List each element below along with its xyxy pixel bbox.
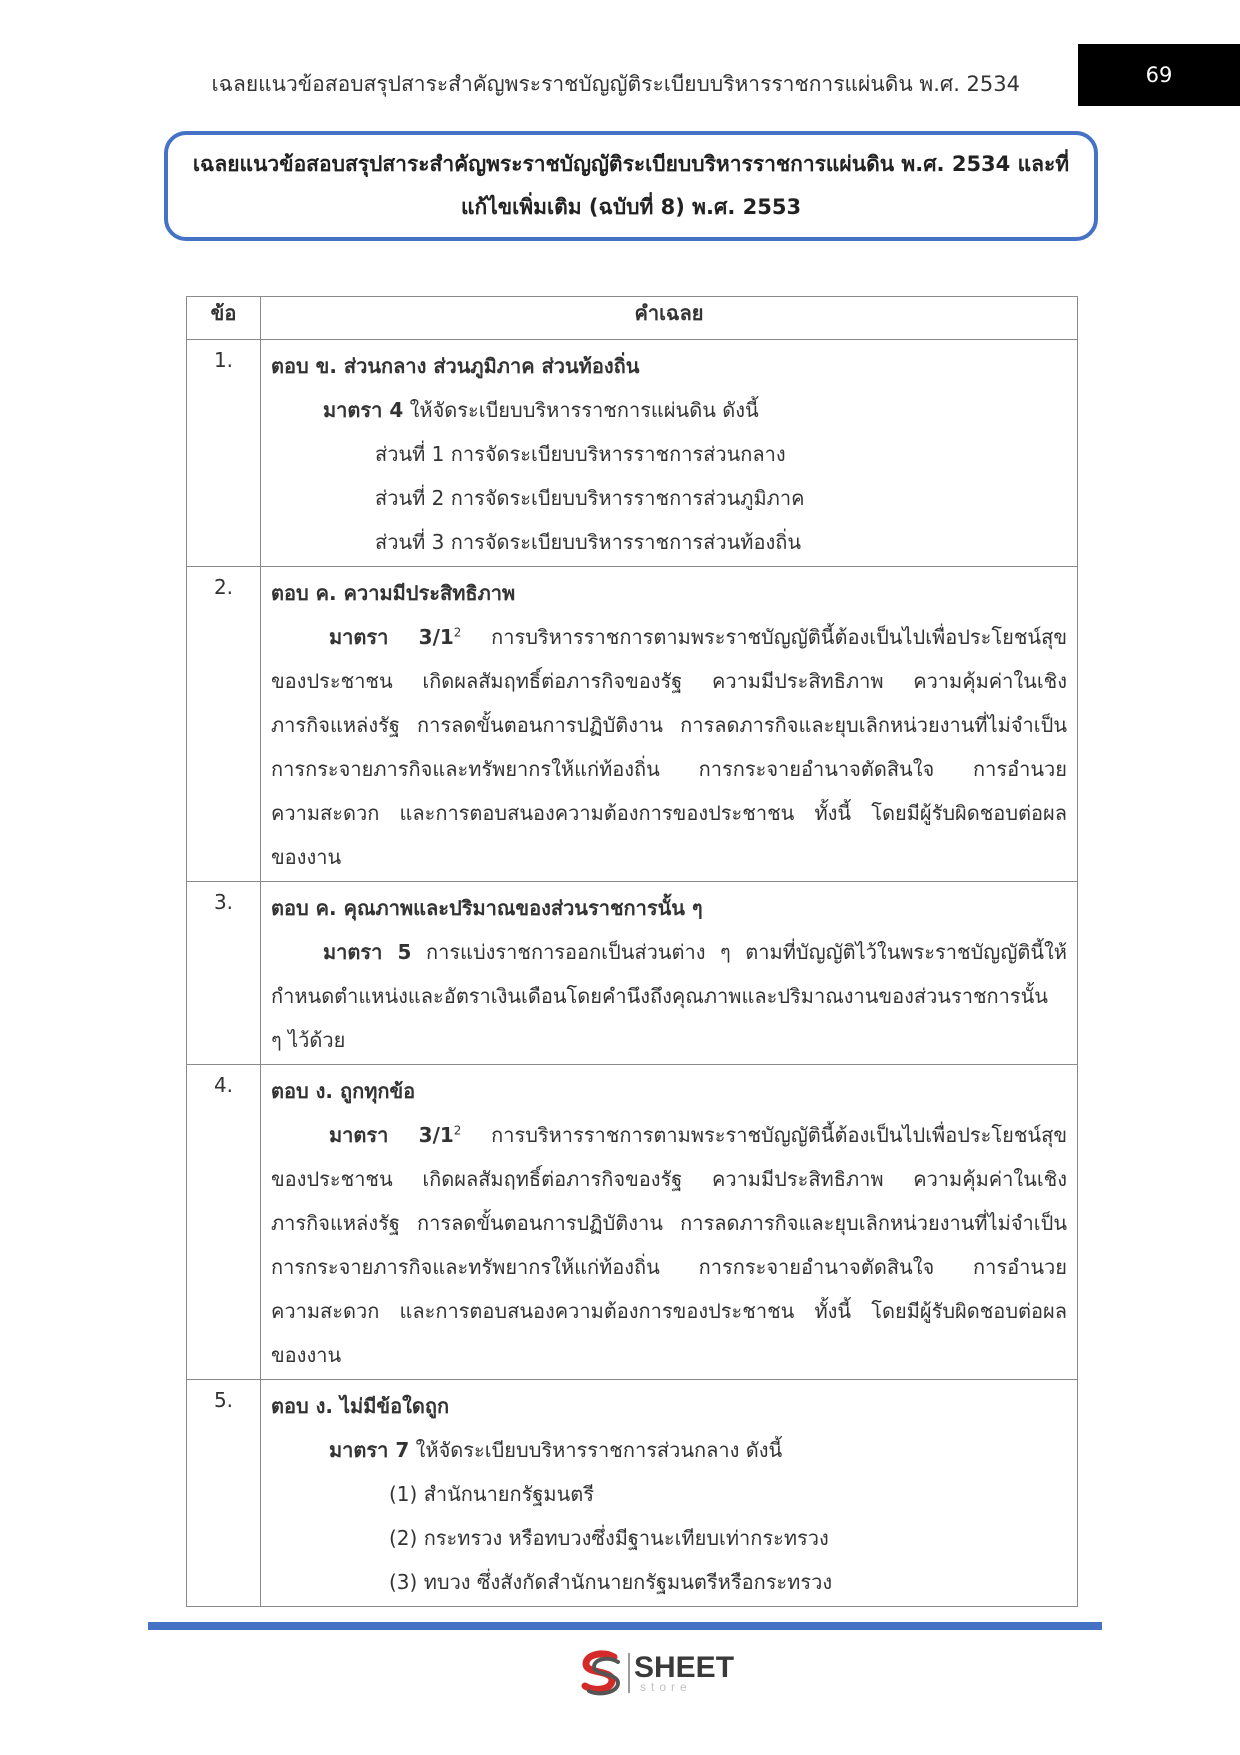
row-answer-cell: [261, 1380, 1078, 1607]
row-answer-cell: [261, 340, 1078, 567]
table-header-row: [187, 297, 1078, 340]
footer-divider: [148, 1622, 1102, 1630]
list-item: (1) สำนักนายกรัฐมนตรี: [389, 1482, 594, 1506]
page-number: 69: [1078, 44, 1240, 106]
section-text: ให้จัดระเบียบบริหารราชการแผ่นดิน ดังนี้: [403, 398, 759, 422]
document-title-box: [164, 131, 1098, 241]
logo-wordmark: [634, 1653, 734, 1693]
footnote-ref: 2: [453, 1123, 462, 1138]
section-text: ให้จัดระเบียบบริหารราชการส่วนกลาง ดังนี้: [409, 1438, 783, 1462]
paragraph-line: ๆ ไว้ด้วย: [271, 1028, 346, 1052]
running-header: เฉลยแนวข้อสอบสรุปสาระสำคัญพระราชบัญญัติระเบียบบริหารราชการแผ่นดิน พ.ศ. 2534: [211, 72, 1020, 96]
title-line-2: แก้ไขเพิ่มเติม (ฉบับที่ 8) พ.ศ. 2553: [460, 195, 802, 219]
sheet-store-logo: [576, 1648, 746, 1698]
paragraph-line: ความสะดวก และการตอบสนองความต้องการของประชาชน ทั้งนี้ โดยมีผู้รับผิดชอบต่อผล: [271, 801, 1067, 825]
list-item: ส่วนที่ 2 การจัดระเบียบบริหารราชการส่วนภูมิภาค: [375, 486, 805, 510]
list-item: ส่วนที่ 1 การจัดระเบียบบริหารราชการส่วนกลาง: [375, 442, 786, 466]
column-header-no: ข้อ: [187, 297, 261, 340]
row-answer-cell: [261, 1065, 1078, 1380]
table-row: [187, 1065, 1078, 1380]
paragraph-text: การแบ่งราชการออกเป็นส่วนต่าง ๆ ตามที่บัญญัติไว้ในพระราชบัญญัตินี้ให้: [411, 940, 1067, 964]
table-row: [187, 882, 1078, 1065]
paragraph-line: ภารกิจแหล่งรัฐ การลดขั้นตอนการปฏิบัติงาน การลดภารกิจและยุบเลิกหน่วยงานที่ไม่จำเป็น: [271, 1211, 1067, 1235]
row-number: 5.: [187, 1380, 261, 1607]
row-number: 2.: [187, 567, 261, 882]
paragraph-line: [271, 1113, 1067, 1157]
section-ref: มาตรา 5: [323, 940, 412, 964]
answer-line: ตอบ ง. ไม่มีข้อใดถูก: [271, 1394, 450, 1418]
section-ref: มาตรา 3/1: [329, 625, 454, 649]
section-line: [271, 1428, 1067, 1472]
answer-line: ตอบ ค. คุณภาพและปริมาณของส่วนราชการนั้น ๆ: [271, 896, 703, 920]
row-answer-cell: [261, 882, 1078, 1065]
paragraph-line: การกระจายภารกิจและทรัพยากรให้แก่ท้องถิ่น การกระจายอำนาจตัดสินใจ การอำนวย: [271, 757, 1067, 781]
logo-word-store: store: [640, 1680, 692, 1694]
list-item: (3) ทบวง ซึ่งสังกัดสำนักนายกรัฐมนตรีหรือกระทรวง: [389, 1570, 833, 1594]
paragraph-line: ของงาน: [271, 1343, 342, 1367]
logo-separator: [628, 1653, 630, 1693]
table-row: [187, 340, 1078, 567]
answer-table: [186, 296, 1078, 1607]
column-header-answer: คำเฉลย: [261, 297, 1078, 340]
answer-line: ตอบ ค. ความมีประสิทธิภาพ: [271, 581, 516, 605]
section-ref: มาตรา 3/1: [329, 1123, 454, 1147]
paragraph-line: ของประชาชน เกิดผลสัมฤทธิ์ต่อภารกิจของรัฐ ความมีประสิทธิภาพ ความคุ้มค่าในเชิง: [271, 1167, 1067, 1191]
title-line-1: เฉลยแนวข้อสอบสรุปสาระสำคัญพระราชบัญญัติระเบียบบริหารราชการแผ่นดิน พ.ศ. 2534 และที่: [192, 152, 1070, 176]
logo-word-sheet: SHEET: [634, 1651, 735, 1684]
sheet-logo-icon: [576, 1648, 626, 1698]
row-answer-cell: [261, 567, 1078, 882]
paragraph-line: ภารกิจแหล่งรัฐ การลดขั้นตอนการปฏิบัติงาน การลดภารกิจและยุบเลิกหน่วยงานที่ไม่จำเป็น: [271, 713, 1067, 737]
paragraph-line: [271, 930, 1067, 974]
footnote-ref: 2: [453, 625, 462, 640]
row-number: 1.: [187, 340, 261, 567]
paragraph-line: [271, 615, 1067, 659]
paragraph-line: ของประชาชน เกิดผลสัมฤทธิ์ต่อภารกิจของรัฐ ความมีประสิทธิภาพ ความคุ้มค่าในเชิง: [271, 669, 1067, 693]
section-ref: มาตรา 7: [329, 1438, 410, 1462]
paragraph-line: ของงาน: [271, 845, 342, 869]
section-line: [271, 388, 1067, 432]
list-item: ส่วนที่ 3 การจัดระเบียบบริหารราชการส่วนท้องถิ่น: [375, 530, 802, 554]
paragraph-line: ความสะดวก และการตอบสนองความต้องการของประชาชน ทั้งนี้ โดยมีผู้รับผิดชอบต่อผล: [271, 1299, 1067, 1323]
paragraph-line: กำหนดตำแหน่งและอัตราเงินเดือนโดยคำนึงถึงคุณภาพและปริมาณงานของส่วนราชการนั้น: [271, 984, 1048, 1008]
paragraph-text: การบริหารราชการตามพระราชบัญญัตินี้ต้องเป็นไปเพื่อประโยชน์สุข: [461, 1123, 1067, 1147]
answer-line: ตอบ ข. ส่วนกลาง ส่วนภูมิภาค ส่วนท้องถิ่น: [271, 354, 640, 378]
paragraph-line: การกระจายภารกิจและทรัพยากรให้แก่ท้องถิ่น การกระจายอำนาจตัดสินใจ การอำนวย: [271, 1255, 1067, 1279]
answer-line: ตอบ ง. ถูกทุกข้อ: [271, 1079, 416, 1103]
section-ref: มาตรา 4: [323, 398, 404, 422]
row-number: 4.: [187, 1065, 261, 1380]
table-row: [187, 567, 1078, 882]
paragraph-text: การบริหารราชการตามพระราชบัญญัตินี้ต้องเป็นไปเพื่อประโยชน์สุข: [461, 625, 1067, 649]
list-item: (2) กระทรวง หรือทบวงซึ่งมีฐานะเทียบเท่ากระทรวง: [389, 1526, 829, 1550]
row-number: 3.: [187, 882, 261, 1065]
table-row: [187, 1380, 1078, 1607]
